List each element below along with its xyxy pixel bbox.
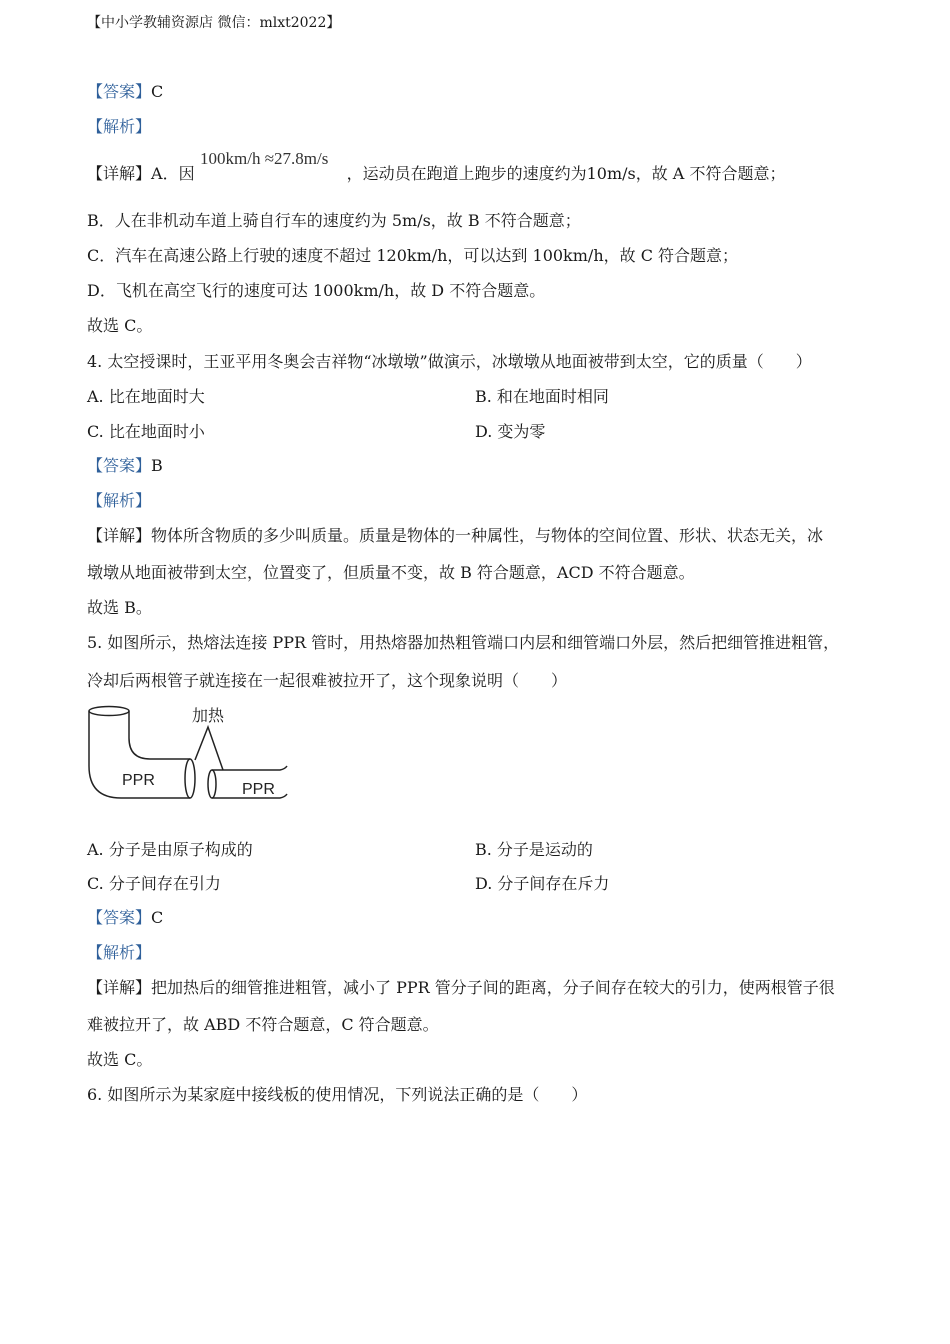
answer-value: C xyxy=(151,908,164,927)
q5-detail-line2: 难被拉开了，故 ABD 不符合题意，C 符合题意。 xyxy=(87,1015,439,1034)
q4-conclusion: 故选 B。 xyxy=(87,598,152,617)
detail-tag: 【详解】 xyxy=(87,526,152,545)
q6-stem: 6. 如图所示为某家庭中接线板的使用情况，下列说法正确的是（ ） xyxy=(87,1085,588,1104)
answer-tag: 【答案】 xyxy=(87,908,152,927)
pipe-label-right: PPR xyxy=(242,781,275,798)
ppr-pipe-figure xyxy=(80,700,300,810)
q3-line-d: D．飞机在高空飞行的速度可达 1000km/h，故 D 不符合题意。 xyxy=(87,281,546,300)
q4-detail-line2: 墩墩从地面被带到太空，位置变了，但质量不变，故 B 符合题意，ACD 不符合题意。 xyxy=(87,563,695,582)
q4-detail-line1 xyxy=(87,526,823,546)
detail-tag: 【详解】 xyxy=(87,978,152,997)
pipe-label-left: PPR xyxy=(122,772,155,789)
q4-option-d: D. 变为零 xyxy=(475,422,546,441)
q5-option-a: A. 分子是由原子构成的 xyxy=(87,840,253,859)
answer-value: C xyxy=(151,82,164,101)
q4-stem: 4. 太空授课时，王亚平用冬奥会吉祥物“冰墩墩”做演示，冰墩墩从地面被带到太空，它的质量（ ） xyxy=(87,352,812,371)
detail-tag: 【详解】 xyxy=(87,164,152,183)
q5-conclusion: 故选 C。 xyxy=(87,1050,153,1069)
q5-analysis-tag: 【解析】 xyxy=(87,943,152,962)
q4-option-b: B. 和在地面时相同 xyxy=(475,387,609,406)
detail-prefix: A．因 xyxy=(151,164,195,183)
q3-line-c: C．汽车在高速公路上行驶的速度不超过 120km/h，可以达到 100km/h，故 C 符合题意； xyxy=(87,246,739,265)
q5-option-c: C. 分子间存在引力 xyxy=(87,874,221,893)
q4-answer-line xyxy=(87,456,163,476)
q4-option-a: A. 比在地面时大 xyxy=(87,387,205,406)
q4-analysis-tag: 【解析】 xyxy=(87,491,152,510)
q5-detail-line1 xyxy=(87,978,835,998)
heat-label: 加热 xyxy=(192,708,225,725)
detail-suffix: ，运动员在跑道上跑步的速度约为10m/s，故 A 不符合题意； xyxy=(346,164,786,183)
q5-stem-line2: 冷却后两根管子就连接在一起很难被拉开了，这个现象说明（ ） xyxy=(87,671,568,690)
q3-analysis-tag: 【解析】 xyxy=(87,117,152,136)
q4-option-c: C. 比在地面时小 xyxy=(87,422,205,441)
q3-answer-line xyxy=(87,82,163,102)
q3-line-b: B．人在非机动车道上骑自行车的速度约为 5m/s，故 B 不符合题意； xyxy=(87,211,581,230)
answer-value: B xyxy=(151,456,163,475)
q3-conclusion: 故选 C。 xyxy=(87,316,153,335)
q5-option-d: D. 分子间存在斥力 xyxy=(475,874,610,893)
answer-tag: 【答案】 xyxy=(87,456,152,475)
q5-stem-line1: 5. 如图所示，热熔法连接 PPR 管时，用热熔器加热粗管端口内层和细管端口外层，然后把细管推进粗管， xyxy=(87,633,840,652)
q5-answer-line xyxy=(87,908,163,928)
q3-formula: 100km/h ≈27.8m/s xyxy=(200,149,329,168)
detail-text: 物体所含物质的多少叫质量。质量是物体的一种属性，与物体的空间位置、形状、状态无关，冰 xyxy=(151,526,824,545)
q5-option-b: B. 分子是运动的 xyxy=(475,840,593,859)
q3-detail-line xyxy=(87,164,785,184)
page-header: 【中小学教辅资源店 微信：mlxt2022】 xyxy=(87,15,341,31)
detail-text: 把加热后的细管推进粗管，减小了 PPR 管分子间的距离，分子间存在较大的引力，使两根管子很 xyxy=(151,978,835,997)
answer-tag: 【答案】 xyxy=(87,82,152,101)
